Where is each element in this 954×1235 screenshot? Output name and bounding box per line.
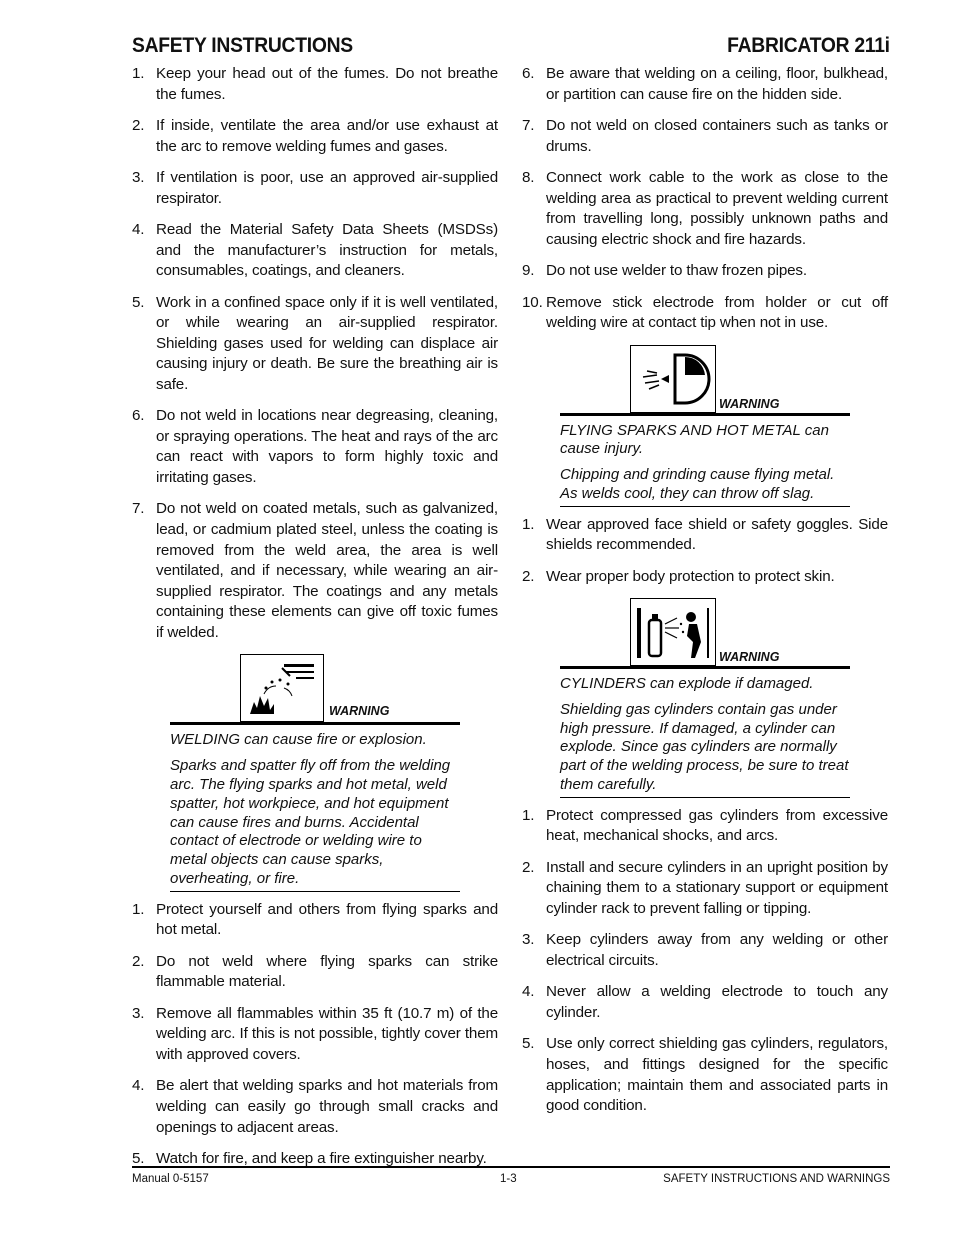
sparks-warning-body: Chipping and grinding cause flying metal. As welds cool, they can throw off slag. [560, 466, 835, 502]
list-item-text: Be aware that welding on a ceiling, floor, bulkhead, or partition can cause fire on the hidden side. [546, 65, 888, 103]
sparks-warning-text [560, 422, 850, 504]
list-item [522, 116, 888, 157]
list-item [522, 982, 888, 1023]
warning-rule [560, 413, 850, 416]
sparks-warning-box [560, 345, 850, 507]
fire-list-continued [522, 64, 888, 334]
cylinder-explosion-icon [630, 598, 716, 666]
warning-bottom-rule [560, 506, 850, 507]
list-item-text: Connect work cable to the work as close to the welding area as practical to prevent welding current from travelling long, possibly unknown paths and causing electric shock and fire hazards. [546, 168, 888, 248]
list-item [132, 900, 498, 941]
list-item [522, 515, 888, 556]
left-column [132, 64, 498, 1180]
sparks-warning-label: WARNING [719, 396, 780, 411]
list-item-text: Do not weld where flying sparks can strike flammable material. [156, 952, 498, 991]
list-item-text: Wear approved face shield or safety goggles. Side shields recommended. [546, 515, 888, 554]
list-item [132, 952, 498, 993]
warning-bottom-rule [170, 891, 460, 892]
product-title: FABRICATOR 211i [727, 34, 890, 57]
list-item-number: 6. [522, 65, 535, 82]
list-item-number: 8. [522, 168, 535, 186]
list-item-text: Remove stick electrode from holder or cut off welding wire at contact tip when not in use. [546, 293, 888, 332]
sparks-list [522, 515, 888, 588]
list-item-number: 7. [522, 116, 535, 134]
list-item-number: 2. [522, 567, 535, 585]
list-item-number: 2. [132, 952, 145, 970]
list-item-number: 5. [522, 1035, 535, 1053]
list-item-number: 3. [132, 1004, 145, 1022]
list-item-text: Do not use welder to thaw frozen pipes. [546, 262, 807, 280]
list-item-text: Remove all flammables within 35 ft (10.7 m) of the welding arc. If this is not possible, tightly cover them with approved covers. [156, 1004, 498, 1063]
list-item-text: Do not weld on coated metals, such as galvanized, lead, or cadmium plated steel, unless the coating is removed from the weld area, the area is well ventilated, and if necessary, while wearing an air-supplied respirator. The coatings and any metals containing these elements can give off toxic fumes if welded. [156, 500, 498, 642]
list-item [132, 168, 498, 209]
warning-rule [560, 666, 850, 669]
fumes-list [132, 64, 498, 644]
fire-warning-box [170, 654, 460, 891]
right-column [522, 64, 888, 1128]
list-item-text: Do not weld in locations near degreasing, cleaning, or spraying operations. The heat and rays of the arc can react with vapors to form highly toxic and irritating gases. [156, 407, 498, 487]
list-item [522, 261, 888, 282]
list-item-text: Be alert that welding sparks and hot materials from welding can easily go through small cracks and openings to adjacent areas. [156, 1077, 498, 1136]
footer-section-name: SAFETY INSTRUCTIONS AND WARNINGS [663, 1173, 890, 1185]
list-item [132, 406, 498, 488]
footer-rule [132, 1166, 890, 1168]
list-item-number: 9. [522, 262, 535, 280]
cylinder-warning-body: Shielding gas cylinders contain gas under high pressure. If damaged, a cylinder can explode. Since gas cylinders are normally part of the welding process, be sure to treat them carefully. [560, 700, 849, 794]
list-item-text: Protect compressed gas cylinders from excessive heat, mechanical shocks, and arcs. [546, 806, 888, 845]
list-item-text: Wear proper body protection to protect skin. [546, 567, 835, 585]
fire-warning-heading: WELDING can cause fire or explosion. [170, 731, 427, 749]
list-item [522, 567, 888, 588]
list-item-number: 10. [522, 293, 543, 311]
cylinder-list [522, 806, 888, 1117]
sparks-warning-heading: FLYING SPARKS AND HOT METAL can cause injury. [560, 421, 829, 458]
list-item-number: 3. [132, 168, 145, 186]
list-item [522, 930, 888, 971]
list-item-text: Work in a confined space only if it is well ventilated, or while wearing an air-supplied respirator. Shielding gases used for welding can displace air causing injury or death. Be sure the breathing air is safe. [156, 293, 498, 393]
list-item-text: Do not weld on closed containers such as tanks or drums. [546, 116, 888, 155]
cylinder-warning-label: WARNING [719, 650, 780, 665]
list-item-text: Keep cylinders away from any welding or other electrical circuits. [546, 931, 888, 970]
list-item [132, 1004, 498, 1066]
list-item [522, 858, 888, 920]
face-shield-sparks-icon [630, 345, 716, 413]
cylinder-warning-text [560, 675, 850, 795]
list-item [522, 806, 888, 847]
list-item-number: 2. [522, 858, 535, 876]
list-item-text: Protect yourself and others from flying sparks and hot metal. [156, 900, 498, 939]
list-item-number: 6. [132, 407, 145, 425]
list-item-text: Use only correct shielding gas cylinders, regulators, hoses, and fittings designed for the specific application; maintain them and associated parts in good condition. [546, 1035, 888, 1115]
list-item-text: Never allow a welding electrode to touch any cylinder. [546, 983, 888, 1021]
list-item-number: 4. [522, 983, 535, 1001]
list-item-number: 5. [132, 293, 145, 311]
list-item [132, 293, 498, 396]
cylinder-warning-heading: CYLINDERS can explode if damaged. [560, 675, 814, 693]
list-item [132, 116, 498, 157]
list-item-number: 1. [522, 806, 535, 824]
list-item-number: 4. [132, 220, 145, 238]
list-item-number: 1. [132, 65, 145, 82]
warning-bottom-rule [560, 797, 850, 798]
list-item-text: Watch for fire, and keep a fire extinguisher nearby. [156, 1149, 487, 1167]
list-item [132, 1076, 498, 1138]
warning-rule [170, 722, 460, 725]
list-item-text: Keep your head out of the fumes. Do not breathe the fumes. [156, 65, 498, 103]
list-item-number: 3. [522, 931, 535, 949]
list-item [522, 1034, 888, 1116]
footer-page-number: 1-3 [500, 1173, 517, 1185]
list-item-number: 2. [132, 116, 145, 134]
list-item-number: 4. [132, 1077, 145, 1095]
section-title: SAFETY INSTRUCTIONS [132, 34, 353, 57]
list-item-text: Read the Material Safety Data Sheets (MSDSs) and the manufacturer’s instruction for metals, consumables, coatings, and cleaners. [156, 220, 498, 280]
list-item-number: 1. [132, 900, 145, 918]
fire-explosion-icon [240, 654, 324, 722]
list-item [522, 293, 888, 334]
list-item [132, 64, 498, 105]
list-item-number: 7. [132, 500, 145, 518]
list-item [132, 220, 498, 282]
fire-warning-text [170, 731, 460, 888]
list-item-number: 5. [132, 1149, 145, 1167]
fire-warning-body: Sparks and spatter fly off from the welding arc. The flying sparks and hot metal, weld spatter, hot workpiece, and hot equipment can cause fires and burns. Accidental contact of electrode or welding wire to metal objects can cause sparks, overheating, or fire. [170, 757, 451, 887]
list-item-number: 1. [522, 515, 535, 533]
list-item [132, 499, 498, 643]
list-item-text: If ventilation is poor, use an approved air-supplied respirator. [156, 168, 498, 207]
list-item [522, 168, 888, 250]
list-item [522, 64, 888, 105]
footer-manual-number: Manual 0-5157 [132, 1173, 209, 1185]
list-item-text: If inside, ventilate the area and/or use exhaust at the arc to remove welding fumes and gases. [156, 116, 498, 155]
fire-list [132, 900, 498, 1170]
cylinder-warning-box [560, 598, 850, 798]
list-item-text: Install and secure cylinders in an upright position by chaining them to a stationary support or equipment cylinder rack to prevent falling or tipping. [546, 858, 888, 918]
fire-warning-label: WARNING [329, 704, 390, 719]
